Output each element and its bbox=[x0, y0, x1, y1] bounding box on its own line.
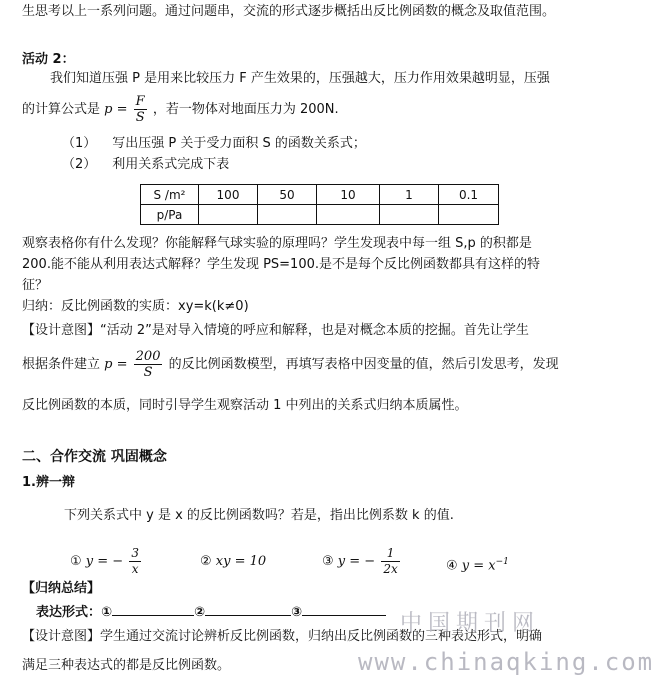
option-4-exponent: −1 bbox=[495, 557, 509, 567]
table-cell: 100 bbox=[199, 185, 258, 205]
option-3-mark: ③ bbox=[322, 554, 334, 569]
item1-number: （1） bbox=[62, 136, 97, 151]
fraction-denominator: S bbox=[143, 365, 153, 380]
fraction-numerator: 3 bbox=[131, 546, 139, 560]
table-cell: 50 bbox=[258, 185, 317, 205]
para-b-post: ，若一物体对地面压力为 200N. bbox=[152, 102, 339, 117]
forms-line bbox=[36, 601, 386, 622]
blank-1 bbox=[112, 601, 194, 616]
option-3-lhs: y = − bbox=[337, 554, 376, 569]
option-2 bbox=[200, 553, 266, 571]
option-1-fraction bbox=[129, 546, 141, 577]
formula-lhs: p = bbox=[104, 357, 128, 372]
table-cell: 1 bbox=[380, 185, 439, 205]
intro-line: 生思考以上一系列问题。通过问题串，交流的形式逐步概括出反比例函数的概念及取值范围。 bbox=[22, 4, 556, 19]
design1-pre: 根据条件建立 bbox=[22, 357, 101, 372]
activity2-para-b bbox=[22, 94, 339, 126]
activity2-para-a: 我们知道压强 P 是用来比较压力 F 产生效果的，压强越大，压力作用效果越明显，压强 bbox=[50, 71, 550, 86]
design-intent-1-line-1: 【设计意图】“活动 2”是对导入情境的呼应和解释，也是对概念本质的挖掘。首先让学生 bbox=[22, 323, 529, 338]
table-row bbox=[141, 185, 499, 205]
item1 bbox=[62, 135, 366, 153]
table-cell-empty bbox=[439, 205, 499, 225]
formula-lhs: p = bbox=[104, 102, 128, 117]
table-cell: 0.1 bbox=[439, 185, 499, 205]
section-title: 二、合作交流 巩固概念 bbox=[22, 449, 167, 465]
option-2-mark: ② bbox=[200, 554, 212, 569]
pressure-fraction bbox=[134, 94, 147, 125]
fraction-denominator: x bbox=[131, 562, 139, 576]
option-1-lhs: y = − bbox=[85, 554, 124, 569]
fraction-denominator: 2x bbox=[383, 562, 398, 576]
option-4-mark: ④ bbox=[446, 558, 458, 574]
model-fraction bbox=[134, 349, 163, 380]
design-intent-2-line-2: 满足三种表达式的都是反比例函数。 bbox=[22, 658, 231, 673]
table-cell: 10 bbox=[317, 185, 380, 205]
table-header-cell: p/Pa bbox=[141, 205, 199, 225]
forms-mark-2: ② bbox=[194, 605, 206, 620]
summary-heading: 【归纳总结】 bbox=[22, 581, 101, 596]
fraction-numerator: F bbox=[135, 94, 145, 109]
table-header-cell: S /m² bbox=[141, 185, 199, 205]
item2 bbox=[62, 156, 229, 174]
forms-mark-1: ① bbox=[101, 605, 113, 620]
option-4 bbox=[446, 553, 509, 575]
option-4-expr: y = x bbox=[461, 558, 496, 574]
fraction-denominator: S bbox=[135, 110, 145, 125]
table-cell-empty bbox=[380, 205, 439, 225]
table-cell-empty bbox=[317, 205, 380, 225]
option-2-expr: xy = 10 bbox=[215, 554, 267, 569]
blank-3 bbox=[302, 601, 386, 616]
question-line: 下列关系式中 y 是 x 的反比例函数吗？若是，指出比例系数 k 的值. bbox=[64, 508, 454, 523]
option-1-mark: ① bbox=[70, 554, 82, 569]
item2-text: 利用关系式完成下表 bbox=[112, 157, 230, 172]
table-cell-empty bbox=[199, 205, 258, 225]
pressure-table bbox=[140, 184, 499, 225]
watermark-cn: 中国期刊网 bbox=[400, 611, 541, 636]
fraction-numerator: 1 bbox=[381, 546, 399, 562]
observe-line-1: 观察表格你有什么发现？你能解释气球实验的原理吗？学生发现表中每一组 S,p 的积都是 bbox=[22, 236, 532, 251]
design-intent-1-line-2 bbox=[22, 348, 559, 382]
forms-label: 表达形式： bbox=[36, 605, 102, 620]
design-intent-1-line-3: 反比例函数的本质，同时引导学生观察活动 1 中列出的关系式归纳本质属性。 bbox=[22, 398, 468, 413]
observe-line-2: 200.能不能从利用表达式解释？学生发现 PS=100.是不是每个反比例函数都具有这样的特 bbox=[22, 257, 541, 272]
summary-line: 归纳：反比例函数的实质：xy=k(k≠0) bbox=[22, 299, 249, 314]
blank-2 bbox=[205, 601, 291, 616]
item2-number: （2） bbox=[62, 157, 97, 172]
para-b-pre: 的计算公式是 bbox=[22, 102, 101, 117]
table-cell-empty bbox=[258, 205, 317, 225]
activity2-heading: 活动 2： bbox=[22, 52, 75, 67]
item1-text: 写出压强 P 关于受力面积 S 的函数关系式； bbox=[112, 136, 366, 151]
option-3 bbox=[322, 544, 402, 580]
observe-line-3: 征？ bbox=[22, 278, 49, 293]
forms-mark-3: ③ bbox=[291, 605, 303, 620]
section-subtitle: 1.辨一辩 bbox=[22, 475, 75, 490]
watermark-url: www.chinaqking.com bbox=[358, 648, 654, 676]
design-intent-2-line-1: 【设计意图】学生通过交流讨论辨析反比例函数，归纳出反比例函数的三种表达形式，明确 bbox=[22, 629, 543, 644]
option-3-fraction bbox=[381, 546, 399, 577]
fraction-numerator: 200 bbox=[135, 349, 161, 364]
design1-post: 的反比例函数模型，再填写表格中因变量的值，然后引发思考，发现 bbox=[168, 357, 559, 372]
table-row bbox=[141, 205, 499, 225]
option-1 bbox=[70, 544, 143, 580]
